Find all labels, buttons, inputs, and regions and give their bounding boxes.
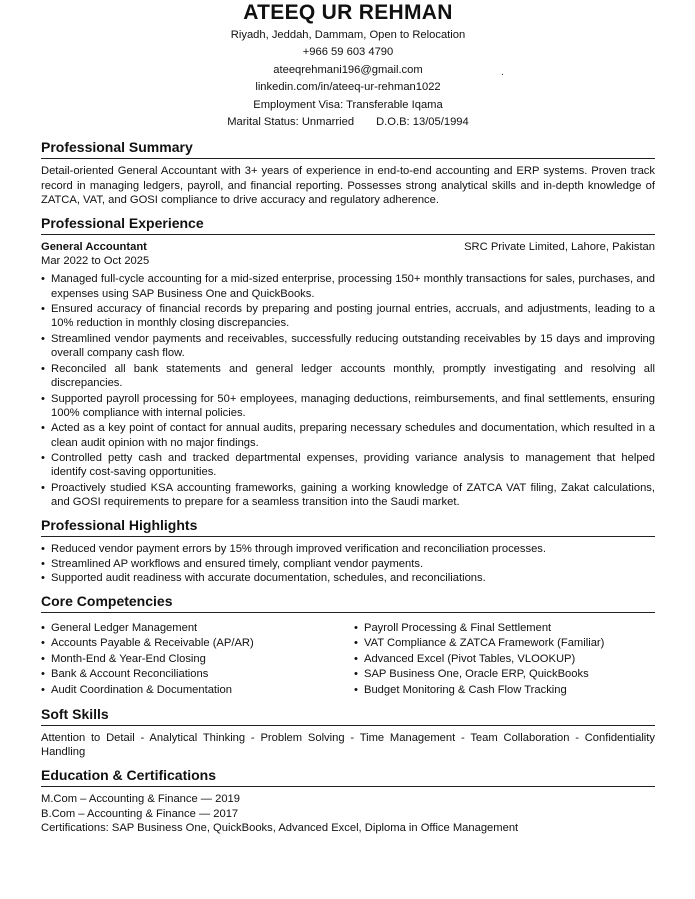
list-item: • Month-End & Year-End Closing [41, 652, 354, 666]
competencies-heading: Core Competencies [41, 593, 655, 613]
list-item: • Supported audit readiness with accurate documentation, schedules, and reconciliations. [41, 571, 655, 585]
summary-heading: Professional Summary [41, 139, 655, 159]
list-item: • Payroll Processing & Final Settlement [354, 621, 655, 635]
highlights-bullets [41, 542, 655, 585]
list-item: • Reduced vendor payment errors by 15% through improved verification and reconciliation processes. [41, 542, 655, 556]
list-item: • Managed full-cycle accounting for a mid-sized enterprise, processing 150+ monthly transactions for sales, purchases, and expenses using SAP Business One and QuickBooks. [41, 272, 655, 300]
list-item: • Budget Monitoring & Cash Flow Tracking [354, 683, 655, 697]
date-of-birth: D.O.B: 13/05/1994 [376, 116, 469, 129]
education-line: B.Com – Accounting & Finance — 2017 [41, 807, 239, 820]
education-line: M.Com – Accounting & Finance — 2019 [41, 793, 240, 806]
summary-text: Detail-oriented General Accountant with 3+ years of experience in end-to-end accounting and ERP systems. Proven track record in managing ledgers, payroll, and financial reporting. Possesses strong analytical skills and in-depth knowledge of ZATCA, VAT, and GOSI compliance to drive accuracy and regulatory adherence. [41, 165, 655, 206]
competencies-left [41, 621, 354, 698]
list-item: • Ensured accuracy of financial records by preparing and posting journal entries, accruals, and adjustments, leading to a 10% reduction in monthly closing discrepancies. [41, 302, 655, 330]
competencies-right [354, 621, 655, 698]
stray-dot: . [501, 67, 504, 78]
education-heading: Education & Certifications [41, 767, 655, 787]
certifications-line: Certifications: SAP Business One, QuickBooks, Advanced Excel, Diploma in Office Management [41, 821, 519, 834]
highlights-heading: Professional Highlights [41, 517, 655, 537]
resume-header [41, 1, 655, 131]
marital-status: Marital Status: Unmarried [227, 116, 355, 129]
list-item: • General Ledger Management [41, 621, 354, 635]
list-item: • Bank & Account Reconciliations [41, 667, 354, 681]
job-dates: Mar 2022 to Oct 2025 [41, 255, 150, 268]
soft-skills-heading: Soft Skills [41, 706, 655, 726]
list-item: • VAT Compliance & ZATCA Framework (Familiar) [354, 636, 655, 650]
candidate-name: ATEEQ UR REHMAN [243, 1, 453, 24]
company-location: SRC Private Limited, Lahore, Pakistan [464, 241, 655, 254]
competencies-columns [41, 621, 655, 698]
list-item: • Advanced Excel (Pivot Tables, VLOOKUP) [354, 652, 655, 666]
linkedin-link[interactable]: linkedin.com/in/ateeq-ur-rehman1022 [255, 81, 441, 94]
personal-details [41, 114, 655, 131]
list-item: • Streamlined vendor payments and receivables, successfully reducing outstanding receivables by 15 days and improving overall company cash flow. [41, 332, 655, 360]
soft-skills-text: Attention to Detail - Analytical Thinking - Problem Solving - Time Management - Team Collaboration - Confidentiality Handling [41, 732, 655, 759]
list-item: • SAP Business One, Oracle ERP, QuickBooks [354, 667, 655, 681]
list-item: • Proactively studied KSA accounting frameworks, gaining a working knowledge of ZATCA VAT filing, Zakat calculations, and GOSI requirements to prepare for a seamless transition into the Saudi market. [41, 481, 655, 509]
list-item: • Acted as a key point of contact for annual audits, preparing necessary schedules and documentation, which resulted in a clean audit opinion with no major findings. [41, 421, 655, 449]
list-item: • Reconciled all bank statements and general ledger accounts monthly, promptly investigating and resolving all discrepancies. [41, 362, 655, 390]
list-item: • Accounts Payable & Receivable (AP/AR) [41, 636, 354, 650]
education-list [41, 792, 655, 835]
list-item: • Controlled petty cash and tracked departmental expenses, providing variance analysis to management that helped identify cost-saving opportunities. [41, 451, 655, 479]
resume-page [41, 0, 655, 835]
list-item: • Supported payroll processing for 50+ employees, managing deductions, reimbursements, and final settlements, ensuring 100% compliance with internal policies. [41, 392, 655, 420]
email-address[interactable]: ateeqrehmani196@gmail.com [273, 63, 423, 76]
job-header [41, 240, 655, 254]
phone-number: +966 59 603 4790 [302, 46, 394, 59]
location-line: Riyadh, Jeddah, Dammam, Open to Relocation [230, 29, 466, 41]
job-title: General Accountant [41, 241, 147, 254]
experience-heading: Professional Experience [41, 215, 655, 235]
experience-bullets [41, 272, 655, 509]
list-item: • Audit Coordination & Documentation [41, 683, 354, 697]
visa-status: Employment Visa: Transferable Iqama [253, 98, 443, 111]
list-item: • Streamlined AP workflows and ensured timely, compliant vendor payments. [41, 557, 655, 571]
